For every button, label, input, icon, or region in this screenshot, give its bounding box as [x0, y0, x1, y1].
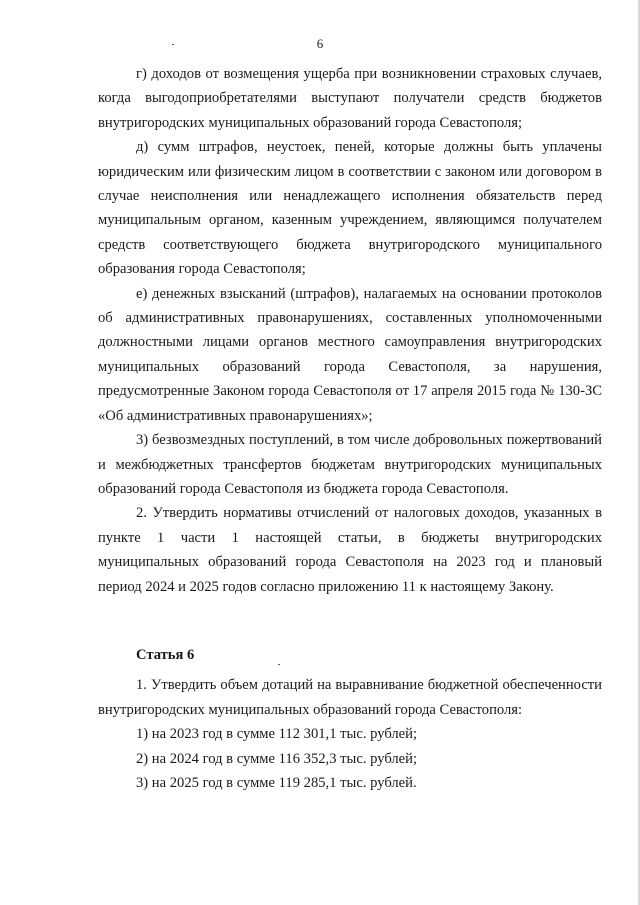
paragraph-e: е) денежных взысканий (штрафов), налагаемых на основании протоколов об административных правонарушениях, составленных уполномоченными должностными лицами органов местного самоуправления внутригородских муниципальных образований города Севастополя, за нарушения, предусмотренные Законом города Севастополя от 17 апреля 2015 года № 130-ЗС «Об административных правонарушениях»;: [98, 285, 602, 424]
amount-2025: 3) на 2025 год в сумме 119 285,1 тыс. рублей.: [136, 774, 417, 791]
amount-2023: 1) на 2023 год в сумме 112 301,1 тыс. рублей;: [136, 726, 418, 743]
scan-speck: [278, 664, 280, 665]
amount-2024: 2) на 2024 год в сумме 116 352,3 тыс. рублей;: [136, 750, 418, 767]
document-body: [98, 62, 602, 795]
article-6-part-1: 1. Утвердить объем дотаций на выравнивание бюджетной обеспеченности внутригородских муниципальных образований города Севастополя:: [98, 677, 602, 718]
paragraph-3: 3) безвозмездных поступлений, в том числе добровольных пожертвований и межбюджетных трансфертов бюджетам внутригородских муниципальных образований города Севастополя из бюджета города Севастополя.: [98, 432, 602, 497]
article-heading: Статья 6: [136, 646, 195, 663]
paragraph-part-2: 2. Утвердить нормативы отчислений от налоговых доходов, указанных в пункте 1 части 1 настоящей статьи, в бюджеты внутригородских муниципальных образований города Севастополя на 2023 год и плановый период 2024 и 2025 годов согласно приложению 11 к настоящему Закону.: [98, 505, 602, 595]
scan-speck: [172, 44, 174, 45]
paragraph-d: д) сумм штрафов, неустоек, пеней, которые должны быть уплачены юридическим или физическим лицом в соответствии с законом или договором в случае неисполнения или ненадлежащего исполнения обязательств перед муниципальным органом, казенным учреждением, являющимся получателем средств соответствующего бюджета внутригородского муниципального образования города Севастополя;: [98, 139, 602, 278]
paragraph-g: г) доходов от возмещения ущерба при возникновении страховых случаев, когда выгодоприобретателями выступают получатели средств бюджетов внутригородских муниципальных образований города Севастополя;: [98, 66, 602, 131]
page-number: 6: [316, 36, 324, 51]
